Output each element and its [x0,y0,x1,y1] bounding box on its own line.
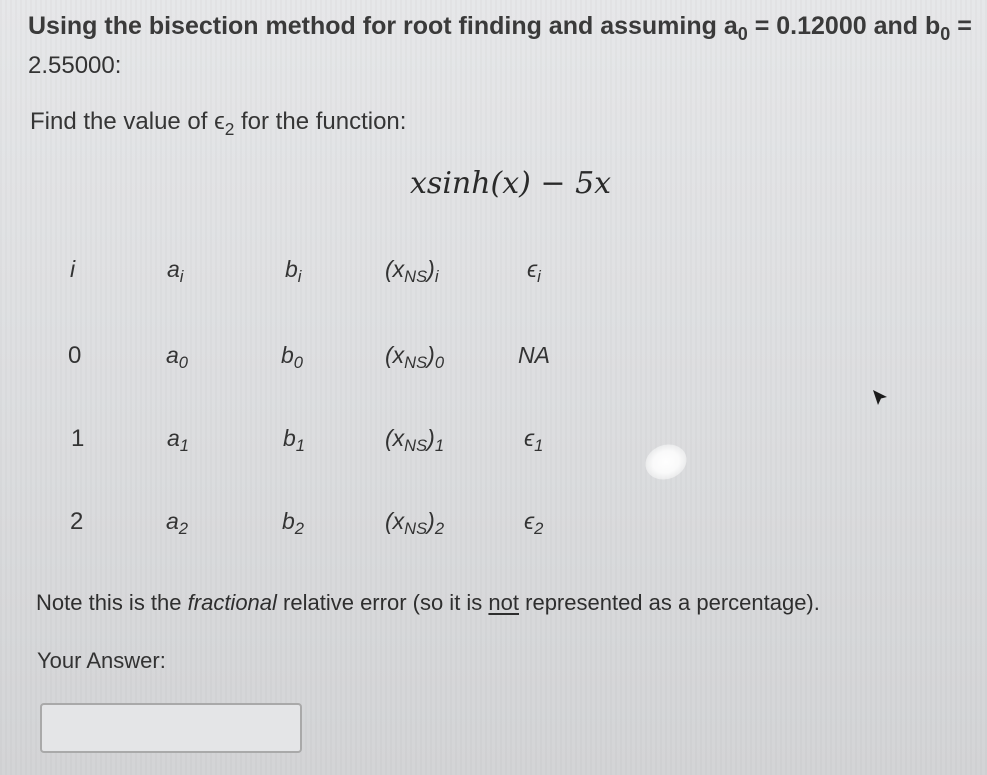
question-suffix: = [950,12,972,40]
a0-subscript: 0 [737,23,748,44]
note-part-1: Note this is the [36,590,188,615]
question-line-2: 2.55000: [28,52,122,79]
row-2-a-label: a [166,508,179,534]
question-mid: = 0.12000 and b [747,12,941,40]
table-row-1-b [283,425,305,456]
note-emphasis: fractional [187,590,277,615]
row-2-xns-sub: NS [404,519,428,539]
question-prefix: Using the bisection method for root finding and assuming a [28,12,738,40]
table-header-b [285,256,302,287]
header-epsilon-sub: i [537,267,541,287]
header-epsilon-label: ϵ [527,256,538,282]
fractional-error-note [36,590,820,616]
table-row-2-a [166,508,188,539]
find-prefix: Find the value of ϵ [30,108,225,135]
find-instruction [30,108,407,139]
row-2-xns-label: (x [385,508,405,534]
row-1-xns-tail: ) [427,425,435,451]
function-formula: xsinh(x) − 5x [410,166,612,201]
row-1-xns-label: (x [385,425,405,451]
row-0-a-label: a [166,342,179,368]
row-2-b-label: b [282,508,295,534]
table-row-0-a [166,342,188,373]
header-b-label: b [285,256,298,282]
table-row-1-xns [385,425,445,456]
row-1-xns-sub: NS [404,436,428,456]
row-0-b-label: b [281,342,294,368]
header-xns-tail: ) [427,256,435,282]
note-underlined: not [488,590,520,615]
header-b-sub: i [297,267,302,287]
row-2-epsilon-label: ϵ [524,508,535,534]
table-row-1-i: 1 [71,425,85,452]
table-header-epsilon [527,256,541,287]
row-1-xns-tail-sub: 1 [434,436,445,456]
table-row-0-epsilon [518,342,550,369]
row-2-xns-tail-sub: 2 [434,519,445,539]
table-header-a [167,256,184,287]
table-header-xns [385,256,439,287]
table-row-0-xns [385,342,445,373]
row-0-b-sub: 0 [293,353,303,373]
table-row-0-i: 0 [68,342,82,369]
row-2-b-sub: 2 [294,519,304,539]
note-part-3: represented as a percentage). [519,590,820,615]
row-1-epsilon-sub: 1 [534,436,544,456]
table-row-2-i: 2 [70,508,84,535]
row-1-epsilon-label: ϵ [524,425,535,451]
row-0-xns-tail-sub: 0 [434,353,445,373]
row-2-a-sub: 2 [178,519,188,539]
row-2-epsilon-sub: 2 [534,519,544,539]
table-row-2-xns [385,508,445,539]
b0-subscript: 0 [940,23,951,44]
find-suffix: for the function: [234,108,407,135]
header-a-label: a [167,256,180,282]
row-0-xns-tail: ) [427,342,435,368]
table-row-2-epsilon [524,508,544,539]
row-1-b-sub: 1 [295,436,305,456]
table-header-i [70,256,75,283]
row-0-xns-sub: NS [404,353,428,373]
row-0-xns-label: (x [385,342,405,368]
row-1-a-label: a [167,425,180,451]
question-line-1 [28,12,972,44]
screen-glare [640,439,691,485]
row-2-xns-tail: ) [427,508,435,534]
epsilon-subscript: 2 [224,118,235,139]
table-row-0-b [281,342,303,373]
row-1-a-sub: 1 [179,436,189,456]
note-part-2: relative error (so it is [276,590,489,615]
row-0-epsilon-label: NA [518,342,550,368]
answer-label: Your Answer: [37,648,166,673]
header-xns-label: (x [385,256,405,282]
row-0-a-sub: 0 [178,353,188,373]
table-row-1-a [167,425,189,456]
table-row-2-b [282,508,304,539]
row-1-b-label: b [283,425,296,451]
header-xns-sub: NS [404,267,428,287]
header-i-label: i [70,256,76,282]
mouse-pointer-icon [870,388,890,408]
header-a-sub: i [179,267,184,287]
table-row-1-epsilon [524,425,544,456]
header-xns-tail-sub: i [434,267,439,287]
answer-input[interactable] [40,703,302,753]
